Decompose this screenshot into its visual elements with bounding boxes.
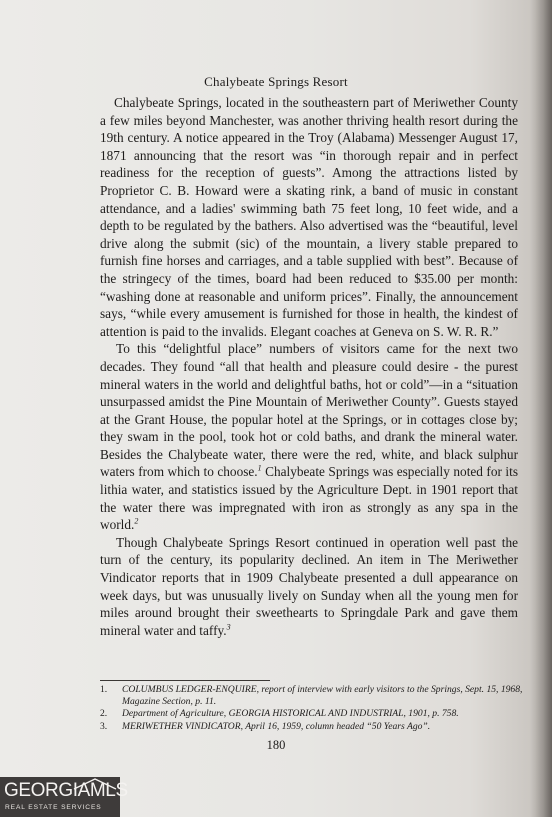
footnote-ref-1: 1 (257, 464, 262, 474)
paragraph-3 (100, 534, 518, 640)
paragraph-2-text-continued: Chalybeate Springs was especially noted for its lithia water, and statistics issued by the Agriculture Dept. in 1901 report that the water there was impregnated with iron as strongly as any spa in the world. (100, 464, 518, 533)
footnotes (100, 684, 528, 733)
page-number: 180 (266, 738, 286, 752)
watermark-brand-name: GEORGIAMLS (4, 780, 128, 801)
footnote-text: Department of Agriculture, GEORGIA HISTORICAL AND INDUSTRIAL, 1901, p. 758. (122, 708, 459, 720)
footnote-text: MERIWETHER VINDICATOR, April 16, 1959, column headed “50 Years Ago”. (122, 720, 431, 732)
footnote-ref-3: 3 (226, 622, 231, 632)
footnote-text: COLUMBUS LEDGER-ENQUIRE, report of interview with early visitors to the Springs, Sept. 15, 1968, Magazine Section, p. 11. (122, 684, 523, 708)
section-heading: Chalybeate Springs Resort (204, 74, 348, 89)
georgia-mls-watermark-logo (0, 777, 128, 817)
footnote-number: 3. (100, 720, 108, 732)
footnote-number: 1. (100, 684, 108, 695)
footnote-item (100, 684, 528, 708)
footnote-number: 2. (100, 708, 108, 720)
paragraph-2 (100, 340, 518, 534)
paragraph-1: Chalybeate Springs, located in the southeastern part of Meriwether County a few miles beyond Manchester, was another thriving health resort during the 19th century. A notice appeared in the Troy (Alabama) Messenger August 17, 1871 announcing that the resort was “in thorough repair and in perfect readiness for the reception of guests”. Among the attractions listed by Proprietor C. B. Howard were a skating rink, a band of music in constant attendance, and a ladies' swimming bath 75 feet long, 10 feet wide, and a depth to be regulated by the bathers. Also advertised was the “beautiful, level drive along the submit (sic) of the mountain, a livery stable prepared to furnish fine horses and carriages, and a table supplied with best”. Because of the stringecy of the times, board had been reduced to $35.00 per month: “washing done at reasonable and uniform prices”. Finally, the announcement says, “while every amusement is furnished for those in health, the kindest of attention is paid to the invalids. Elegant coaches at Geneva on S. W. R. R.” (100, 95, 518, 339)
paragraph-3-text: Though Chalybeate Springs Resort continued in operation well past the turn of the century, its popularity declined. An item in The Meriwether Vindicator reports that in 1909 Chalybeate presented a dull appearance on week days, but was unusually lively on Sunday when all the young men for miles around brought their sweethearts to Springdale Park and gave them mineral water and taffy. (100, 534, 518, 638)
footnote-item (100, 721, 528, 733)
watermark-tagline: REAL ESTATE SERVICES (5, 804, 102, 811)
footnote-item (100, 708, 528, 720)
footnote-ref-2: 2 (134, 516, 139, 526)
footnote-divider (100, 680, 270, 681)
paragraph-2-text: To this “delightful place” numbers of visitors came for the next two decades. They found “all that health and pleasure could desire - the purest mineral waters in the world and delightful baths, hot or cold”—in a “situation unsurpassed amidst the Pine Mountain of Meriwether County”. Guests stayed at the Grant House, the popular hotel at the Springs, or in cottages close by; they swam in the pool, took hot or cold baths, and drank the mineral water. Besides the Chalybeate water, there were the red, white, and black sulphur waters from which to choose. (100, 341, 518, 480)
page-gutter-shadow (530, 0, 552, 817)
body-text (100, 94, 518, 639)
